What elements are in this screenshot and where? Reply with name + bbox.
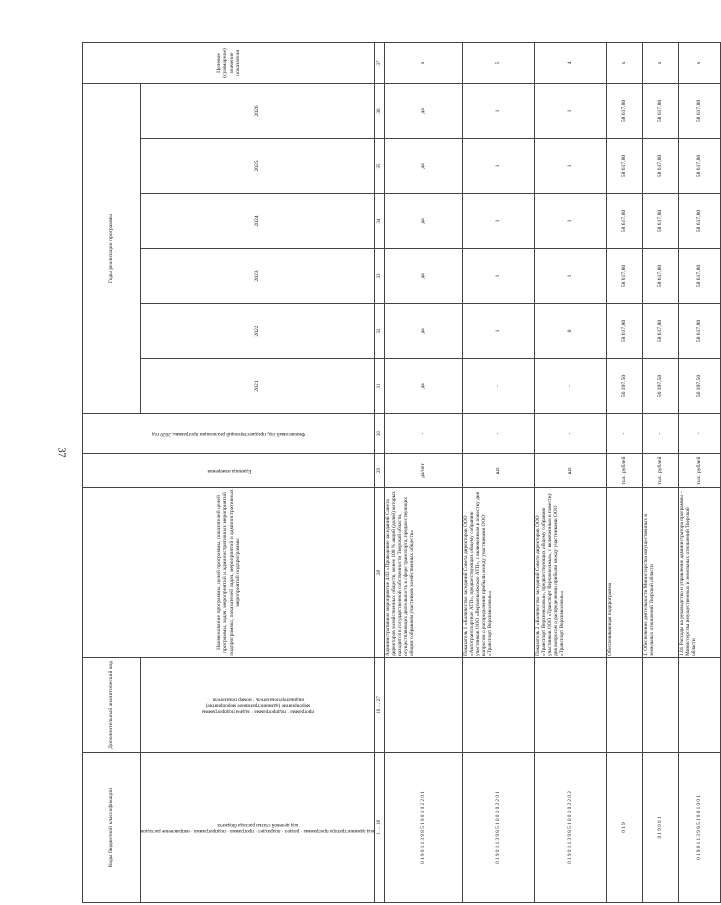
table-row bbox=[679, 42, 721, 902]
col-num-35: 35 bbox=[375, 139, 385, 194]
indicator-num-header: номер показателя bbox=[211, 697, 251, 704]
unit-header: Единица измерения bbox=[83, 454, 375, 488]
row-val: 58 617,80 bbox=[643, 194, 679, 249]
col-num-36: 36 bbox=[375, 83, 385, 138]
year-2023: 2023 bbox=[141, 249, 375, 304]
program-header: программа bbox=[230, 828, 254, 835]
table-row bbox=[643, 42, 679, 902]
program-table bbox=[82, 42, 721, 903]
row-val: да bbox=[385, 139, 463, 194]
col-num-33: 33 bbox=[375, 249, 385, 304]
row-target: х bbox=[607, 42, 643, 83]
col-num-28: 28 bbox=[375, 488, 385, 658]
row-target: х bbox=[643, 42, 679, 83]
column-numbers-row bbox=[375, 42, 385, 902]
row-val: 58 617,80 bbox=[679, 83, 721, 138]
rotated-table-scan bbox=[82, 43, 703, 903]
row-val: 58 617,80 bbox=[643, 83, 679, 138]
subsection-header: подраздел bbox=[258, 828, 281, 835]
row-val: да bbox=[385, 249, 463, 304]
row-val: 58 617,80 bbox=[679, 304, 721, 359]
row-code: 0 1 9 0 1 1 3 9 8 5 1 0 0 1 0 0 1 bbox=[679, 753, 721, 903]
row-code: 0 1 9 0 1 1 3 9 8 5 1 0 0 1 0 2 2 0 1 bbox=[385, 753, 463, 903]
row-code: 0 1 9 0 1 1 3 9 8 5 1 0 0 1 0 2 2 0 2 bbox=[535, 753, 607, 903]
row-val: 1 bbox=[463, 249, 535, 304]
row-val: 58 617,80 bbox=[643, 304, 679, 359]
col-nums-additional: 19 … 27 bbox=[375, 658, 385, 753]
row-name: Показатель 2 «Количество заседаний Совета директоров ООО «Транспорт Верхневолжья», предшествующих общему собранию участников ООО «Транспорт Верхневолжья», с включенным в повестку дня вопросом о распределении прибыли между участниками ООО «Транспорт Верхневолжья»» bbox=[535, 488, 607, 658]
table-row bbox=[463, 42, 535, 902]
row-val: да bbox=[385, 83, 463, 138]
row-val: 1 bbox=[463, 194, 535, 249]
year-2024: 2024 bbox=[141, 194, 375, 249]
year-2021: 2021 bbox=[141, 359, 375, 414]
subprogram2-header: подпрограмма bbox=[253, 708, 286, 715]
row-target: 5 bbox=[463, 42, 535, 83]
row-val: 58 617,80 bbox=[607, 304, 643, 359]
row-val: 1 bbox=[535, 139, 607, 194]
row-code: 0 1 9 0 1 1 3 9 8 5 1 0 0 1 0 2 2 0 1 bbox=[463, 753, 535, 903]
row-val: 1 bbox=[463, 304, 535, 359]
col-num-31: 31 bbox=[375, 359, 385, 414]
indicator-code-header: индикатор/показатель bbox=[254, 697, 304, 704]
additional-subheaders: программа · подпрограмма · задача подпрограммы мероприятие (административное мероприятие) индикатор/показатель · номер показателя bbox=[141, 658, 375, 753]
row-unit: тыс. рублей bbox=[607, 454, 643, 488]
row-val: 58 617,80 bbox=[607, 249, 643, 304]
row-code: 0 1 9 bbox=[607, 753, 643, 903]
row-fin: - bbox=[679, 414, 721, 454]
row-name: Обеспечивающая подпрограмма bbox=[607, 488, 643, 658]
row-target: х bbox=[385, 42, 463, 83]
col-num-37: 37 bbox=[375, 42, 385, 83]
year-2022: 2022 bbox=[141, 304, 375, 359]
row-val: - bbox=[463, 359, 535, 414]
expense-direction-header: направление расходов bbox=[141, 828, 190, 835]
row-val: 56 397,50 bbox=[607, 359, 643, 414]
budget-codes-header: Коды бюджетной классификации bbox=[83, 753, 141, 903]
program2-header: программа bbox=[289, 708, 314, 715]
col-num-30: 30 bbox=[375, 414, 385, 454]
row-unit: да/нет bbox=[385, 454, 463, 488]
row-val: 58 617,80 bbox=[679, 194, 721, 249]
col-num-29: 29 bbox=[375, 454, 385, 488]
row-val: 56 397,50 bbox=[679, 359, 721, 414]
name-header: Наименование программы, целей программы, показателей целей программы, задач, мероприятий и административных мероприятий подпрограммы, показателей задач, мероприятий и административных мероприятий подпрограммы bbox=[83, 488, 375, 658]
target-article-header: код целевой статьи расхода бюджета bbox=[217, 822, 298, 829]
col-nums-budget: 1 … 18 bbox=[375, 753, 385, 903]
row-val: да bbox=[385, 359, 463, 414]
row-code: 0 1 9 0 0 1 bbox=[643, 753, 679, 903]
row-name: 1.01 Расходы на руководство и управление администратора программы – Министерства имущественных и земельных отношений Тверской области bbox=[679, 488, 721, 658]
year-2025: 2025 bbox=[141, 139, 375, 194]
years-header: Годы реализации программы bbox=[83, 83, 141, 413]
row-val: 58 617,80 bbox=[643, 139, 679, 194]
budget-subheaders: код администратора программы · раздел · подраздел · программа · подпрограмма · направление расходов код целевой статьи расхода бюджета bbox=[141, 753, 375, 903]
row-fin: - bbox=[643, 414, 679, 454]
row-val: 1 bbox=[535, 249, 607, 304]
row-val: 58 617,80 bbox=[607, 194, 643, 249]
col-num-34: 34 bbox=[375, 194, 385, 249]
table-row bbox=[385, 42, 463, 902]
year-2026: 2026 bbox=[141, 83, 375, 138]
row-fin: - bbox=[463, 414, 535, 454]
row-val: 58 617,80 bbox=[679, 139, 721, 194]
row-unit: шт. bbox=[463, 454, 535, 488]
row-val: да bbox=[385, 194, 463, 249]
row-val: 58 617,80 bbox=[643, 249, 679, 304]
task-header: задача подпрограммы bbox=[201, 708, 250, 715]
row-unit: тыс. рублей bbox=[643, 454, 679, 488]
row-val: - bbox=[535, 359, 607, 414]
table-row bbox=[535, 42, 607, 902]
row-target: х bbox=[679, 42, 721, 83]
row-val: 58 617,80 bbox=[607, 83, 643, 138]
row-val: 56 397,50 bbox=[643, 359, 679, 414]
fin-year-header: Финансовый год, предшествующий реализации программы, 2020 год bbox=[83, 414, 375, 454]
row-unit: шт. bbox=[535, 454, 607, 488]
row-val: да bbox=[385, 304, 463, 359]
additional-code-header: Дополнительный аналитический код bbox=[83, 658, 141, 753]
row-val: 58 617,80 bbox=[679, 249, 721, 304]
table-row bbox=[607, 42, 643, 902]
row-val: 1 bbox=[463, 139, 535, 194]
row-name: Административное мероприятие 4.02 «Проведение заседаний Совета директоров хозяйственных обществ, менее 100 % акций (долей) которых находится в государственной собственности Тверской области, осуществляющих деятельность в сфере транспорта, предшествующих общим собраниям участников хозяйственных обществ» bbox=[385, 488, 463, 658]
row-unit: тыс. рублей bbox=[679, 454, 721, 488]
row-val: 0 bbox=[535, 304, 607, 359]
event-header: мероприятие (административное мероприятие) bbox=[205, 702, 310, 709]
row-fin: - bbox=[535, 414, 607, 454]
row-val: 1 bbox=[463, 83, 535, 138]
row-fin: - bbox=[607, 414, 643, 454]
admin-code-header: код администратора программы bbox=[303, 828, 375, 835]
row-fin: - bbox=[385, 414, 463, 454]
row-name: 1. Обеспечение деятельности Министерства имущественных и земельных отношений Тверской области bbox=[643, 488, 679, 658]
row-val: 58 617,80 bbox=[607, 139, 643, 194]
subprogram-header: подпрограмма bbox=[194, 828, 226, 835]
row-val: 1 bbox=[535, 83, 607, 138]
col-num-32: 32 bbox=[375, 304, 385, 359]
row-name: Показатель 1 «Количество заседаний Совета директоров ООО «Автотранспортное АТП», предшествующих общему собранию участников ООО «Верхневолжское АТП», с включенным в повестку дня вопросом о распределении прибыли между участниками ООО «Транспорт Верхневолжья»» bbox=[463, 488, 535, 658]
target-header: Целевое (суммарное) значение показателя bbox=[83, 42, 375, 83]
page-number: 37 bbox=[55, 447, 67, 458]
section-header: раздел bbox=[284, 828, 300, 835]
row-val: 1 bbox=[535, 194, 607, 249]
row-target: 4 bbox=[535, 42, 607, 83]
